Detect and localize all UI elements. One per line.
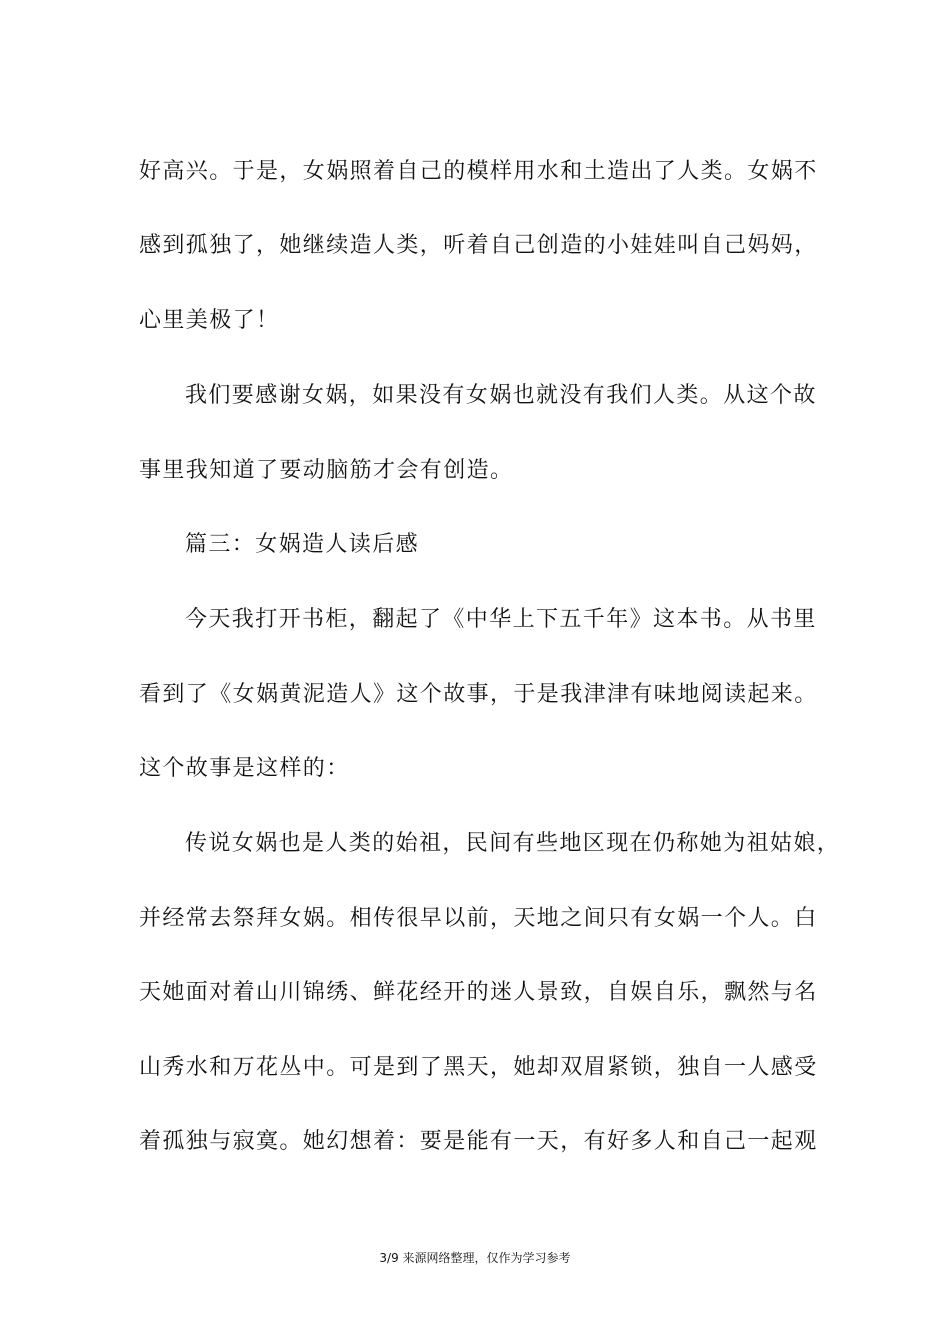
text-line: 事里我知道了要动脑筋才会有创造。 [139,458,514,483]
text-line: 并经常去祭拜女娲。相传很早以前，天地之间只有女娲一个人。白 [139,906,818,931]
section-heading: 篇三：女娲造人读后感 [185,532,420,557]
text-line: 这个故事是这样的： [139,756,350,781]
text-line: 山秀水和万花丛中。可是到了黑天，她却双眉紧锁，独自一人感受 [139,1055,818,1080]
text-line: 看到了《女娲黄泥造人》这个故事，于是我津津有味地阅读起来。 [139,682,818,707]
paragraph-start-line: 传说女娲也是人类的始祖，民间有些地区现在仍称她为祖姑娘， [185,831,841,856]
text-line: 心里美极了！ [139,308,280,333]
text-line: 天她面对着山川锦绣、鲜花经开的迷人景致，自娱自乐，飘然与名 [139,980,818,1005]
paragraph-start-line: 今天我打开书柜，翻起了《中华上下五千年》这本书。从书里 [185,607,817,632]
page-footer: 3/9 来源网络整理，仅作为学习参考 [379,1251,571,1265]
text-line: 感到孤独了，她继续造人类，听着自己创造的小娃娃叫自己妈妈， [139,233,818,258]
paragraph-start-line: 我们要感谢女娲，如果没有女娲也就没有我们人类。从这个故 [185,383,817,408]
text-line: 好高兴。于是，女娲照着自己的模样用水和土造出了人类。女娲不 [139,159,818,184]
text-line: 着孤独与寂寞。她幻想着：要是能有一天，有好多人和自己一起观 [139,1129,818,1154]
